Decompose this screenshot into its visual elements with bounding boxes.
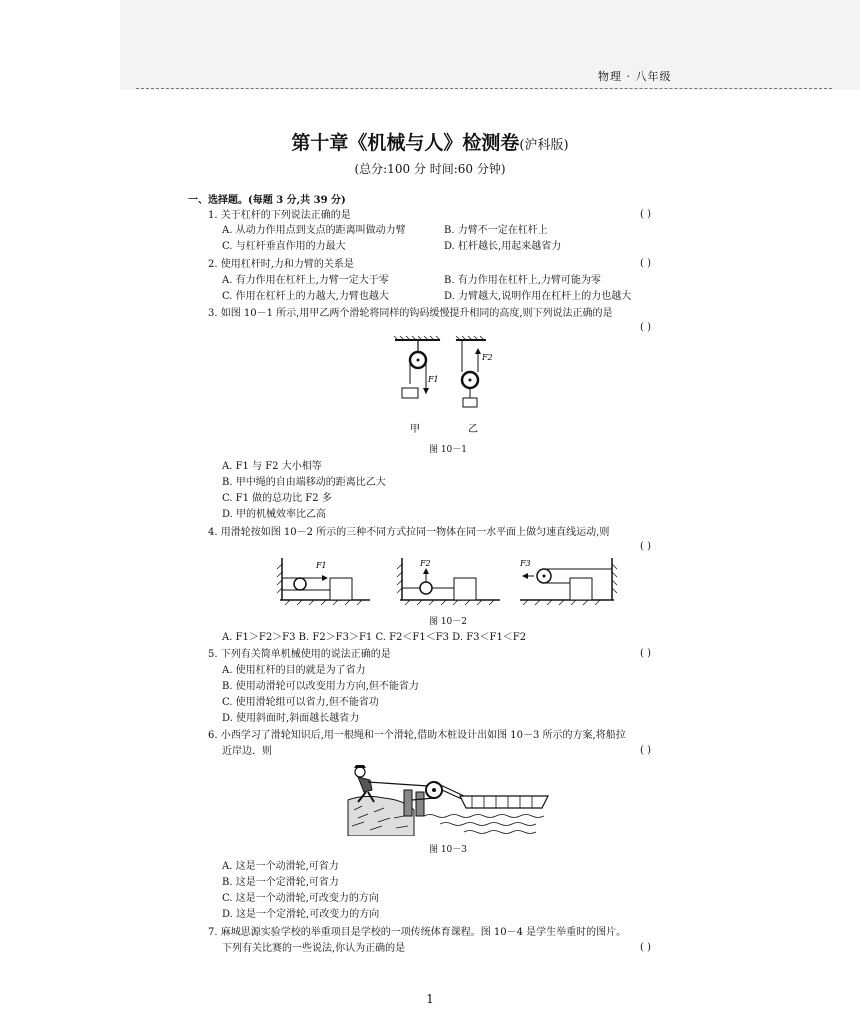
figure-10-2 — [270, 554, 620, 610]
f1-label: F1 — [316, 561, 327, 570]
figure-10-1-caption: 图 10－1 — [428, 445, 468, 455]
q2-stem: 2. 使用杠杆时,力和力臂的关系是 — [208, 259, 354, 270]
pulley-setup-2 — [397, 558, 500, 605]
figure-label-yi: 乙 — [468, 424, 478, 435]
q3-option-c: C. F1 做的总功比 F2 多 — [222, 493, 332, 504]
q1-option-d: D. 杠杆越长,用起来越省力 — [444, 241, 562, 252]
q1-answer-blank[interactable]: ( ) — [640, 209, 651, 220]
q5-option-c: C. 使用滑轮组可以省力,但不能省功 — [222, 697, 379, 708]
q3-stem: 3. 如图 10－1 所示,用甲乙两个滑轮将同样的钩码缓慢提升相同的高度,则下列说法正确的是 — [208, 308, 613, 319]
q2-answer-blank[interactable]: ( ) — [640, 258, 651, 269]
subject-label: 物理 · 八年级 — [598, 70, 672, 83]
f3-label: F3 — [520, 559, 531, 568]
boat-pulling-illustration — [348, 765, 548, 836]
fixed-pulley-diagram — [394, 336, 440, 398]
q4-answer-blank[interactable]: ( ) — [640, 541, 651, 552]
title-main: 第十章《机械与人》检测卷 — [291, 132, 520, 154]
q6-stem-continued: 近岸边．则 — [222, 746, 272, 757]
page-number: 1 — [426, 992, 434, 1006]
q2-option-c: C. 作用在杠杆上的力越大,力臂也越大 — [222, 291, 389, 302]
q3-option-a: A. F1 与 F2 大小相等 — [222, 461, 322, 472]
q4-stem: 4. 用滑轮按如图 10－2 所示的三种不同方式拉同一物体在同一水平面上做匀速直线运动,则 — [208, 527, 610, 538]
title-edition: (沪科版) — [519, 138, 569, 153]
f2-label: F2 — [482, 353, 493, 362]
q6-option-b: B. 这是一个定滑轮,可省力 — [222, 877, 339, 888]
q5-stem: 5. 下列有关简单机械使用的说法正确的是 — [208, 649, 391, 660]
q3-answer-blank[interactable]: ( ) — [640, 322, 651, 333]
figure-10-2-caption: 图 10－2 — [428, 617, 468, 627]
f1-label: F1 — [428, 375, 439, 384]
page-title — [0, 128, 860, 155]
q5-option-a: A. 使用杠杆的目的就是为了省力 — [222, 665, 366, 676]
figure-label-jia: 甲 — [410, 424, 420, 435]
q5-option-d: D. 使用斜面时,斜面越长越省力 — [222, 713, 360, 724]
header-divider — [136, 88, 832, 89]
q3-option-b: B. 甲中绳的自由端移动的距离比乙大 — [222, 477, 386, 488]
header-band — [120, 0, 860, 90]
pulley-setup-3 — [520, 558, 617, 605]
q1-option-a: A. 从动力作用点到支点的距离叫做动力臂 — [222, 225, 406, 236]
q1-option-c: C. 与杠杆垂直作用的力最大 — [222, 241, 346, 252]
q6-option-d: D. 这是一个定滑轮,可改变力的方向 — [222, 909, 380, 920]
q5-option-b: B. 使用动滑轮可以改变用力方向,但不能省力 — [222, 681, 419, 692]
figure-10-3-caption: 图 10－3 — [428, 845, 468, 855]
q6-option-c: C. 这是一个动滑轮,可改变力的方向 — [222, 893, 379, 904]
q1-stem: 1. 关于杠杆的下列说法正确的是 — [208, 210, 351, 221]
q2-option-d: D. 力臂越大,说明作用在杠杆上的力也越大 — [444, 291, 632, 302]
q6-option-a: A. 这是一个动滑轮,可省力 — [222, 861, 339, 872]
q2-option-b: B. 有力作用在杠杆上,力臂可能为零 — [444, 275, 601, 286]
page-subtitle: (总分:100 分 时间:60 分钟) — [354, 162, 506, 176]
f2-label: F2 — [420, 559, 431, 568]
q2-option-a: A. 有力作用在杠杆上,力臂一定大于零 — [222, 275, 389, 286]
q1-option-b: B. 力臂不一定在杠杆上 — [444, 225, 548, 236]
q7-stem: 7. 麻城思源实验学校的举重项目是学校的一项传统体育课程。图 10－4 是学生举重时的图片。 — [208, 927, 627, 938]
q6-stem: 6. 小西学习了滑轮知识后,用一根绳和一个滑轮,借助木桩设计出如图 10－3 所示的方案,将船拉 — [208, 730, 626, 741]
q3-option-d: D. 甲的机械效率比乙高 — [222, 509, 327, 520]
q7-answer-blank[interactable]: ( ) — [640, 942, 651, 953]
figure-10-3 — [344, 760, 554, 836]
section-heading: 一、选择题。(每题 3 分,共 39 分) — [188, 195, 346, 206]
q6-answer-blank[interactable]: ( ) — [640, 745, 651, 756]
q4-options: A. F1＞F2＞F3 B. F2＞F3＞F1 C. F2＜F1＜F3 D. F3＜F1＜F2 — [222, 632, 527, 643]
q5-answer-blank[interactable]: ( ) — [640, 648, 651, 659]
movable-pulley-diagram — [456, 336, 486, 407]
q7-stem-continued: 下列有关比赛的一些说法,你认为正确的是 — [222, 943, 406, 954]
figure-10-1 — [390, 336, 510, 436]
